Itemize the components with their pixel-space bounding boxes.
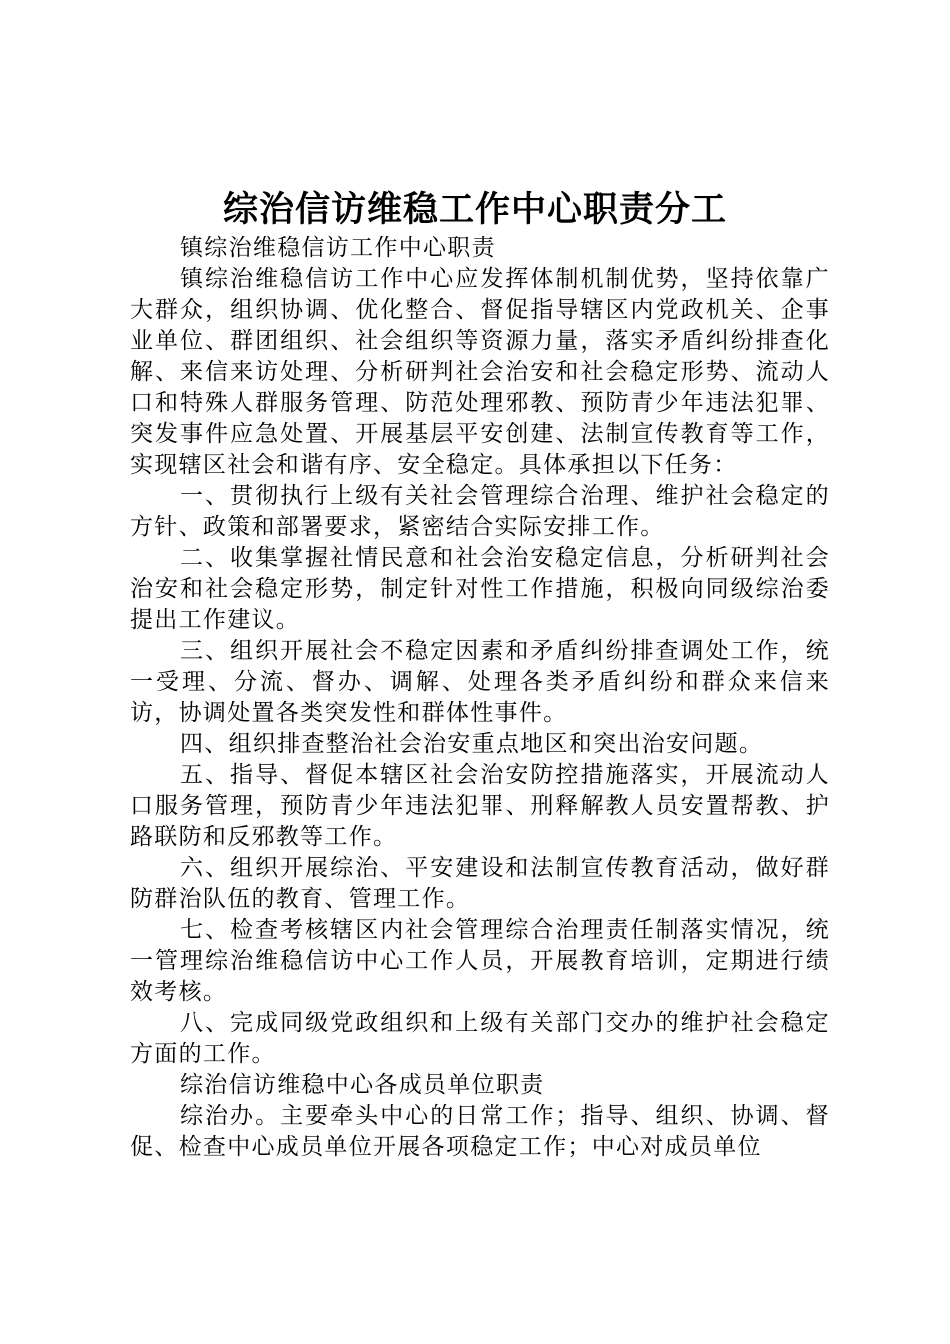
paragraph-task-4: 四、组织排查整治社会治安重点地区和突出治安问题。 xyxy=(180,731,764,757)
paragraph-office-duties: 综治办。主要牵头中心的日常工作；指导、组织、协调、督促、检查中心成员单位开展各项稳定工作；中心对成员单位 xyxy=(130,1103,830,1160)
section-heading-center-duties: 镇综治维稳信访工作中心职责 xyxy=(180,235,496,261)
paragraph-task-1: 一、贯彻执行上级有关社会管理综合治理、维护社会稳定的方针、政策和部署要求，紧密结合实际安排工作。 xyxy=(130,483,830,540)
paragraph-overview: 镇综治维稳信访工作中心应发挥体制机制优势，坚持依靠广大群众，组织协调、优化整合、督促指导辖区内党政机关、企事业单位、群团组织、社会组织等资源力量，落实矛盾纠纷排查化解、来信来访处理、分析研判社会治安和社会稳定形势、流动人口和特殊人群服务管理、防范处理邪教、预防青少年违法犯罪、突发事件应急处置、开展基层平安创建、法制宣传教育等工作，实现辖区社会和谐有序、安全稳定。具体承担以下任务： xyxy=(130,266,830,478)
document-title: 综治信访维稳工作中心职责分工 xyxy=(222,189,727,230)
paragraph-task-8: 八、完成同级党政组织和上级有关部门交办的维护社会稳定方面的工作。 xyxy=(130,1010,830,1067)
paragraph-task-7: 七、检查考核辖区内社会管理综合治理责任制落实情况，统一管理综治维稳信访中心工作人员，开展教育培训，定期进行绩效考核。 xyxy=(130,917,830,1005)
paragraph-task-6: 六、组织开展综治、平安建设和法制宣传教育活动，做好群防群治队伍的教育、管理工作。 xyxy=(130,855,830,912)
paragraph-task-2: 二、收集掌握社情民意和社会治安稳定信息，分析研判社会治安和社会稳定形势，制定针对性工作措施，积极向同级综治委提出工作建议。 xyxy=(130,545,830,633)
paragraph-task-5: 五、指导、督促本辖区社会治安防控措施落实，开展流动人口服务管理，预防青少年违法犯罪、刑释解教人员安置帮教、护路联防和反邪教等工作。 xyxy=(130,762,830,850)
section-heading-member-duties: 综治信访维稳中心各成员单位职责 xyxy=(180,1072,545,1098)
document-body xyxy=(130,233,830,1163)
paragraph-task-3: 三、组织开展社会不稳定因素和矛盾纠纷排查调处工作，统一受理、分流、督办、调解、处理各类矛盾纠纷和群众来信来访，协调处置各类突发性和群体性事件。 xyxy=(130,638,830,726)
